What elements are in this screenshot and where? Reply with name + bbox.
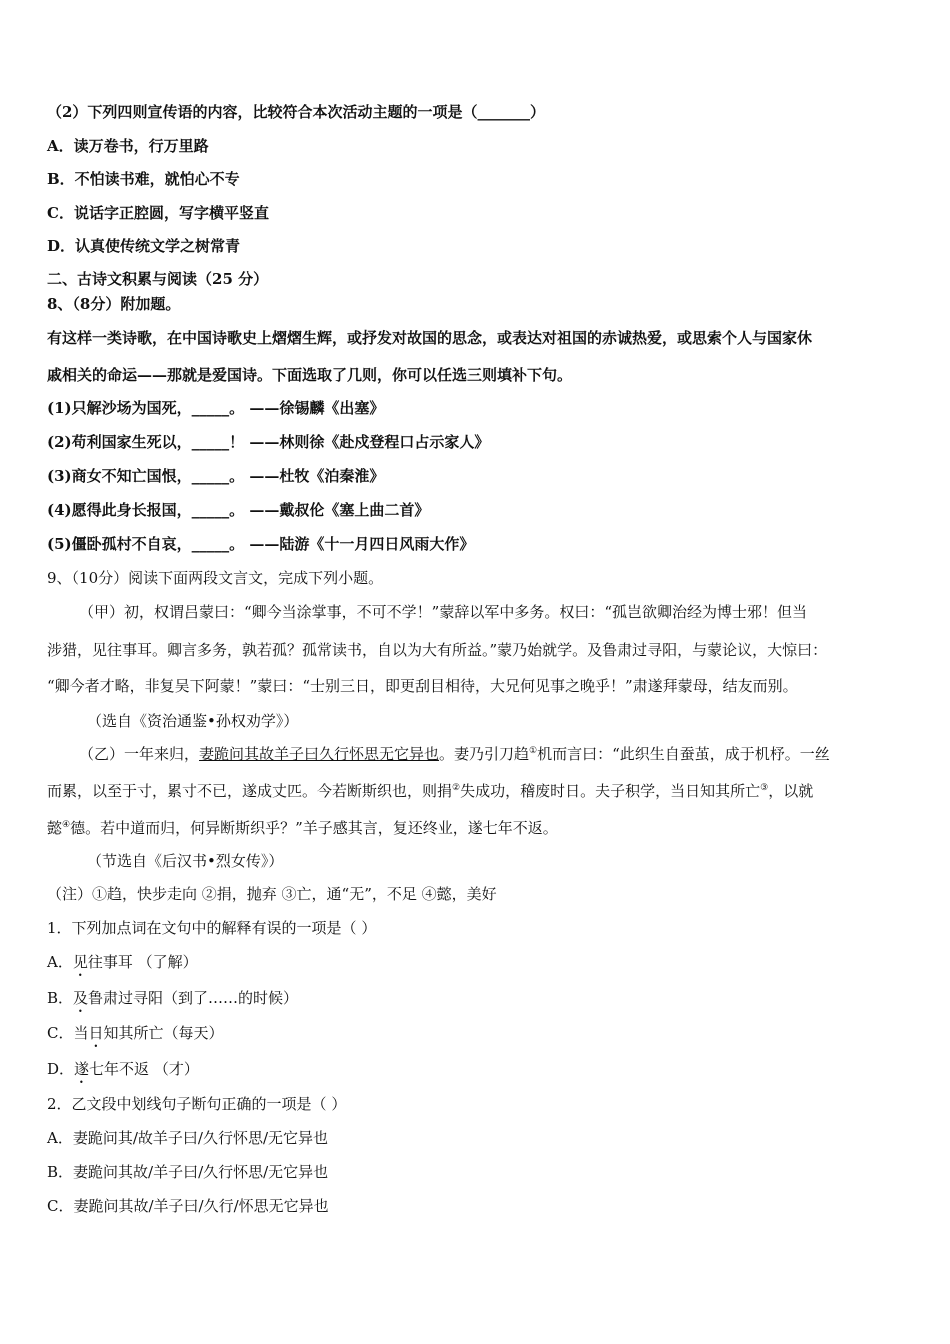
- sub-q2-option-c: C．妻跪问其故/羊子曰/久行/怀思无它异也: [47, 1197, 329, 1215]
- passage-yi-text: 德。若中道而归，何异断斯织乎？”羊子感其言，复还终业，遂七年不返。: [70, 819, 558, 837]
- option-c: C．说话字正腔圆，写字横平竖直: [47, 204, 269, 222]
- passage-yi-source: （节选自《后汉书•烈女传》）: [87, 852, 284, 870]
- poem-line-5: (5)僵卧孤村不自哀，_____。 ——陆游《十一月四日风雨大作》: [47, 535, 475, 553]
- question-9-title: 9、（10分）阅读下面两段文言文，完成下列小题。: [47, 569, 384, 587]
- option-letter: A．: [47, 953, 73, 971]
- section-2-title: 二、古诗文积累与阅读（25 分）: [47, 270, 269, 288]
- note-marker-2: ②: [452, 783, 461, 793]
- sub-question-1: 1．下列加点词在文句中的解释有误的一项是（ ）: [47, 919, 377, 937]
- question-8-intro-line-2: 戚相关的命运——那就是爱国诗。下面选取了几则，你可以任选三则填补下句。: [47, 366, 573, 384]
- passage-yi-line-2: [47, 781, 813, 801]
- note-marker-4: ④: [62, 820, 71, 830]
- question-8-intro-line-1: 有这样一类诗歌，在中国诗歌史上熠熠生辉，或抒发对故国的思念，或表达对祖国的赤诚热爱，或思索个人与国家休: [47, 329, 813, 347]
- passage-yi-text: 而累，以至于寸，累寸不已，遂成丈匹。今若断斯织也，则捐: [47, 782, 453, 800]
- option-a: A．读万卷书，行万里路: [47, 137, 209, 155]
- note-marker-3: ③: [760, 783, 769, 793]
- passage-jia-line-3: “卿今者才略，非复吴下阿蒙！”蒙曰：“士别三日，即更刮目相待，大兄何见事之晚乎！”肃遂拜蒙母，结友而别。: [47, 677, 798, 695]
- option-text: 鲁肃过寻阳（到了……的时候）: [88, 989, 299, 1007]
- underlined-sentence: 妻跪问其故羊子曰久行怀思无它异也: [199, 745, 440, 763]
- poem-line-4: (4)愿得此身长报国，_____。 ——戴叔伦《塞上曲二首》: [47, 501, 430, 519]
- poem-line-3: (3)商女不知亡国恨，_____。 ——杜牧《泊秦淮》: [47, 467, 385, 485]
- sub-q2-option-b: B．妻跪问其故/羊子曰/久行怀思/无它异也: [47, 1163, 329, 1181]
- option-d: D．认真使传统文学之树常青: [47, 237, 241, 255]
- passage-yi-text: （乙）一年来归，: [79, 745, 200, 763]
- passage-yi-line-1: [79, 744, 830, 764]
- passage-jia-line-1: （甲）初，权谓吕蒙曰：“卿今当涂掌事，不可不学！”蒙辞以军中多务。权曰：“孤岂欲卿治经为博士邪！但当: [79, 603, 808, 621]
- sub-q1-option-c: [47, 1023, 224, 1051]
- option-letter: D．: [47, 1060, 75, 1078]
- passage-yi-text: 。妻乃引刀趋: [439, 745, 530, 763]
- passage-yi-text: 机而言曰：“此织生自蚕茧，成于机杼。一丝: [537, 745, 830, 763]
- passage-yi-line-3: [47, 818, 558, 838]
- dotted-word: 遂: [74, 1060, 90, 1078]
- sub-q1-option-d: [47, 1059, 199, 1087]
- question-8-title: 8、（8分）附加题。: [47, 295, 181, 313]
- option-letter: B．: [47, 989, 74, 1007]
- passage-yi-text: 失成功，稽废时日。夫子积学，当日知其所亡: [460, 782, 761, 800]
- sub-q1-option-a: [47, 952, 198, 980]
- poem-line-2: (2)苟利国家生死以，_____！ ——林则徐《赴戍登程口占示家人》: [47, 433, 490, 451]
- sub-question-2: 2．乙文段中划线句子断句正确的一项是（ ）: [47, 1095, 347, 1113]
- passage-jia-line-2: 涉猎，见往事耳。卿言多务，孰若孤？孤常读书，自以为大有所益。”蒙乃始就学。及鲁肃过寻阳，与蒙论议，大惊曰：: [47, 641, 828, 659]
- option-b: B．不怕读书难，就怕心不专: [47, 170, 240, 188]
- dotted-word: 及: [73, 989, 89, 1007]
- sub-q2-option-a: A．妻跪问其/故羊子曰/久行怀思/无它异也: [47, 1129, 328, 1147]
- option-text: 七年不返 （才）: [89, 1060, 199, 1078]
- sub-q1-option-b: [47, 988, 298, 1016]
- question-2-prompt: （2）下列四则宣传语的内容，比较符合本次活动主题的一项是（_______）: [47, 103, 545, 121]
- passage-yi-text: 懿: [47, 819, 63, 837]
- poem-line-1: (1)只解沙场为国死，_____。 ——徐锡麟《出塞》: [47, 399, 385, 417]
- option-letter: C．当: [47, 1024, 89, 1042]
- note-marker-1: ①: [529, 746, 538, 756]
- option-text: 往事耳 （了解）: [87, 953, 198, 971]
- annotations: （注）①趋，快步走向 ②捐，抛弃 ③亡，通“无”，不足 ④懿，美好: [47, 885, 497, 903]
- dotted-word: 日: [88, 1024, 104, 1042]
- option-text: 知其所亡（每天）: [103, 1024, 224, 1042]
- passage-yi-text: ，以就: [768, 782, 814, 800]
- dotted-word: 见: [72, 953, 88, 971]
- passage-jia-source: （选自《资治通鉴•孙权劝学》）: [87, 712, 299, 730]
